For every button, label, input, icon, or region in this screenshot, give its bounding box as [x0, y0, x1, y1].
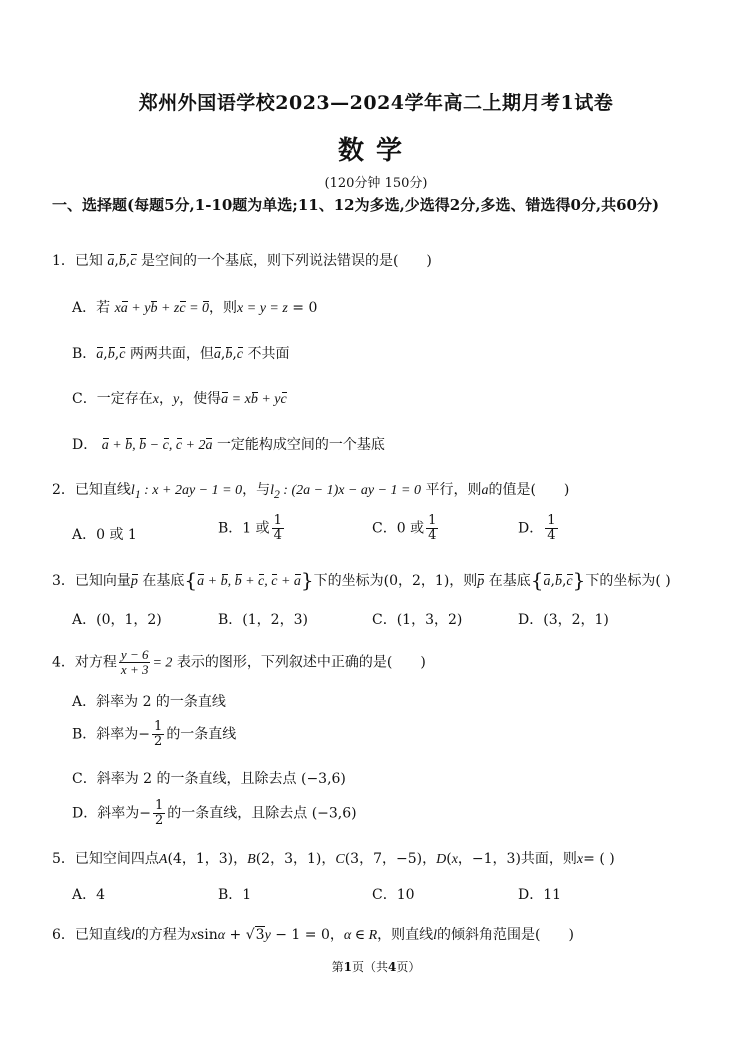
question-5: 5．已知空间四点A(4，1，3)，B(2，3，1)，C(3，7，−5)，D(x，−1，3)共面，则x= ( ) [52, 851, 615, 867]
page-footer: 第1页（共4页） [331, 960, 421, 974]
question-5-option-b: B．1 [218, 887, 252, 903]
question-3-option-c: C．(1，3，2) [372, 612, 463, 628]
question-1-option-a: A．若 xa + yb + zc = 0，则x = y = z = 0 [72, 300, 318, 316]
question-4-option-b: B．斜率为− $\frac{1}{2}$ 的一条直线 [72, 719, 237, 749]
question-2-option-d: D． $\frac{1}{4}$ [518, 513, 556, 543]
subject-title: 数学 [337, 136, 414, 166]
question-4-option-c: C．斜率为 2 的一条直线，且除去点 (−3,6) [72, 771, 346, 787]
question-4-option-d: D．斜率为− $\frac{1}{2}$ 的一条直线，且除去点 (−3,6) [72, 798, 357, 828]
question-5-option-a: A．4 [72, 887, 106, 903]
question-2: 2．已知直线$l_1$ : x + 2ay − 1 = 0，与$l_2$ : (2a − 1)x − ay − 1 = 0 平行，则a的值是( ) [52, 482, 570, 501]
question-2-option-c: C．0 或 $\frac{1}{4}$ [372, 513, 437, 543]
question-1-option-b: B．a,b,c 两两共面，但a,b,c 不共面 [72, 346, 290, 362]
question-3-option-a: A．(0，1，2) [72, 612, 162, 628]
question-3-option-d: D．(3，2，1) [518, 612, 609, 628]
question-1-option-d: D． a + b, b − c, c + 2a 一定能构成空间的一个基底 [72, 437, 385, 453]
section-heading: 一、选择题(每题5分,1-10题为单选;11、12为多选,少选得2分,多选、错选得0分,共60分) [52, 196, 660, 214]
question-3-option-b: B．(1，2，3) [218, 612, 308, 628]
question-5-option-c: C．10 [372, 887, 415, 903]
question-1-option-c: C．一定存在x，y，使得a = xb + yc [72, 391, 287, 407]
question-4: 4．对方程 $\frac{y - 6}{x + 3}$ = 2 表示的图形，下列叙述中正确的是( ) [52, 647, 426, 677]
question-5-option-d: D．11 [518, 887, 562, 903]
question-1: 1．已知 a,b,c 是空间的一个基底，则下列说法错误的是( ) [52, 253, 432, 269]
question-4-option-a: A．斜率为 2 的一条直线 [72, 694, 226, 710]
question-2-option-a: A．0 或 1 [72, 527, 137, 543]
question-2-option-b: B．1 或 $\frac{1}{4}$ [218, 513, 282, 543]
question-3: 3．已知向量p 在基底{a + b, b + c, c + a}下的坐标为(0，2，1)，则p 在基底{a,b,c}下的坐标为( ) [52, 568, 671, 592]
exam-duration: (120分钟 150分) [324, 176, 428, 191]
exam-title: 郑州外国语学校2023—2024学年高二上期月考1试卷 [138, 92, 614, 114]
question-6: 6．已知直线l的方程为xsinα + √3y − 1 = 0，α ∈ R，则直线l的倾斜角范围是( ) [52, 927, 574, 943]
